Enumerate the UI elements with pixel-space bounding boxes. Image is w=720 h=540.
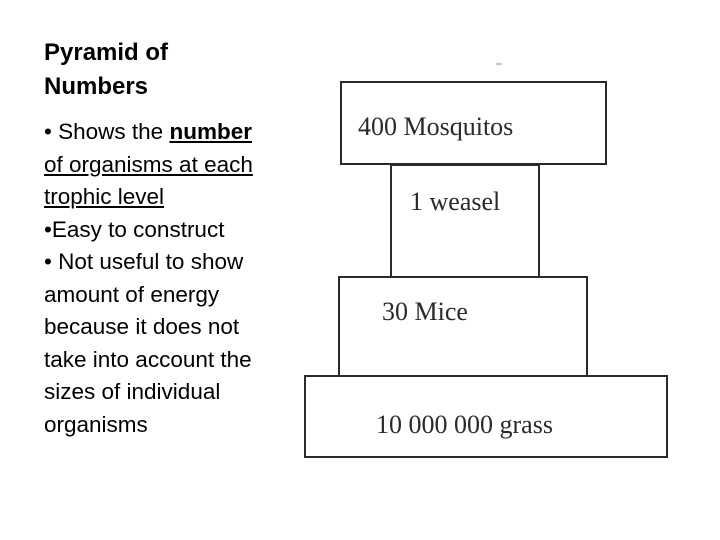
pyramid-level-grass	[304, 375, 668, 458]
pyramid-level-mosquitos-label: 400 Mosquitos	[358, 112, 514, 141]
bullet-3-line-1: • Not useful to show	[44, 249, 244, 274]
scan-speck	[496, 63, 502, 65]
bullet-3-line-4: take into account the	[44, 346, 252, 372]
pyramid-level-grass-label: 10 000 000 grass	[376, 410, 553, 439]
slide-title-line-1: Pyramid of	[44, 39, 169, 66]
bullet-3-line-5: sizes of individual	[44, 379, 221, 404]
pyramid-level-mosquitos	[340, 81, 607, 165]
pyramid-level-mice	[338, 276, 588, 378]
bullet-item-not-useful	[44, 246, 306, 441]
bullet-1-keyword: number	[169, 119, 252, 144]
bullet-item-easy	[44, 214, 306, 247]
bullet-3-line-3: because it does not	[44, 314, 240, 339]
bullet-list	[44, 116, 306, 441]
pyramid-level-weasel-label: 1 weasel	[410, 187, 501, 216]
bullet-3-line-2: amount of energy	[44, 281, 220, 307]
bullet-1-line-3: trophic level	[44, 184, 165, 209]
slide-title	[44, 36, 284, 104]
bullet-1-line-2: of organisms at each	[44, 151, 253, 177]
bullet-1-prefix: • Shows the	[44, 119, 170, 144]
pyramid-level-mice-label: 30 Mice	[382, 297, 468, 326]
bullet-item-number	[44, 116, 306, 214]
bullet-3-line-6: organisms	[44, 411, 148, 437]
pyramid-level-weasel	[390, 164, 540, 278]
bullet-2-text: •Easy to construct	[44, 216, 225, 242]
slide-title-line-2: Numbers	[44, 73, 149, 100]
